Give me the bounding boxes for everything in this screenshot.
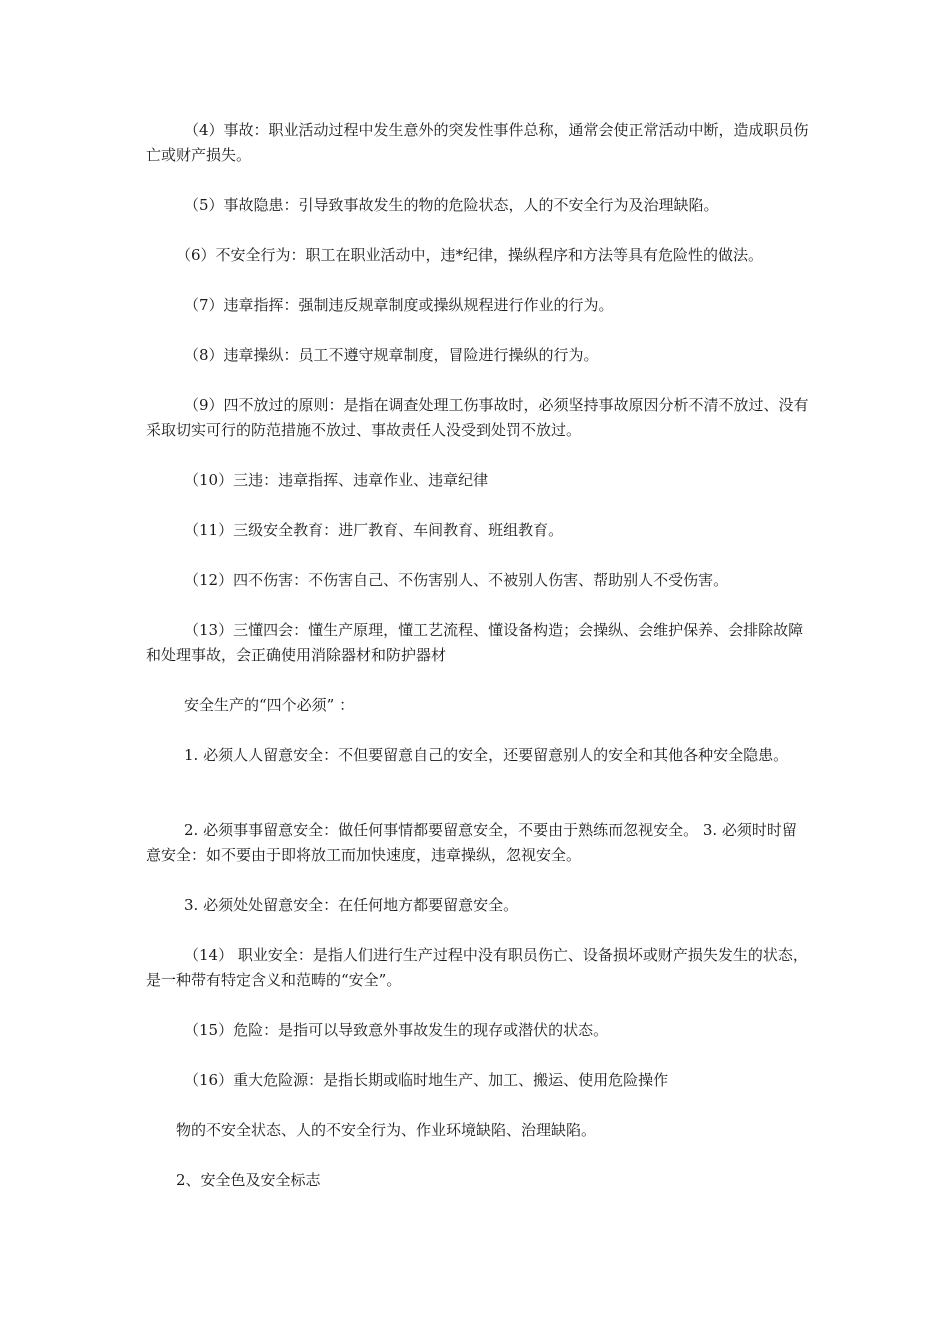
section-heading-safety-colors: 2、安全色及安全标志 xyxy=(176,1171,321,1189)
paragraph-four-musts-heading: 安全生产的“四个必须” ： xyxy=(184,696,355,714)
paragraph-occupational-safety: （14） 职业安全：是指人们进行生产过程中没有职员伤亡、设备损坏或财产损失发生的状态，是一种带有特定含义和范畴的“安全”。 xyxy=(146,946,808,989)
paragraph-unsafe-states: 物的不安全状态、人的不安全行为、作业环境缺陷、治理缺陷。 xyxy=(176,1121,597,1139)
paragraph-danger: （15）危险：是指可以导致意外事故发生的现存或潜伏的状态。 xyxy=(184,1021,609,1039)
paragraph-hazard: （5）事故隐患：引导致事故发生的物的危险状态，人的不安全行为及治理缺陷。 xyxy=(184,196,719,214)
paragraph-must-3: 3. 必须处处留意安全：在任何地方都要留意安全。 xyxy=(184,896,519,914)
paragraph-accident: （4）事故：职业活动过程中发生意外的突发性事件总称，通常会使正常活动中断，造成职员伤亡或财产损失。 xyxy=(146,121,809,164)
paragraph-unsafe-behavior: （6）不安全行为：职工在职业活动中，违*纪律，操纵程序和方法等具有危险性的做法。 xyxy=(176,246,764,264)
paragraph-must-2: 2. 必须事事留意安全：做任何事情都要留意安全，不要由于熟练而忽视安全。 3. 必须时时留意安全：如不要由于即将放工而加快速度，违章操纵，忽视安全。 xyxy=(146,821,797,864)
paragraph-must-1: 1. 必须人人留意安全：不但要留意自己的安全，还要留意别人的安全和其他各种安全隐患。 xyxy=(184,746,789,764)
paragraph-illegal-operation: （8）违章操纵：员工不遵守规章制度，冒险进行操纵的行为。 xyxy=(184,346,599,364)
paragraph-four-no-harm: （12）四不伤害：不伤害自己、不伤害别人、不被别人伤害、帮助别人不受伤害。 xyxy=(184,571,729,589)
paragraph-four-principles: （9）四不放过的原则：是指在调查处理工伤事故时，必须坚持事故原因分析不清不放过、没有采取切实可行的防范措施不放过、事故责任人没受到处罚不放过。 xyxy=(146,396,809,439)
paragraph-illegal-command: （7）违章指挥：强制违反规章制度或操纵规程进行作业的行为。 xyxy=(184,296,614,314)
paragraph-three-understand-four-can: （13）三懂四会：懂生产原理，懂工艺流程、懂设备构造；会操纵、会维护保养、会排除故障和处理事故，会正确使用消除器材和防护器材 xyxy=(146,621,804,664)
paragraph-three-violations: （10）三违：违章指挥、违章作业、违章纪律 xyxy=(184,471,489,489)
paragraph-three-level-education: （11）三级安全教育：进厂教育、车间教育、班组教育。 xyxy=(184,521,564,539)
paragraph-major-hazard: （16）重大危险源：是指长期或临时地生产、加工、搬运、使用危险操作 xyxy=(184,1071,669,1089)
